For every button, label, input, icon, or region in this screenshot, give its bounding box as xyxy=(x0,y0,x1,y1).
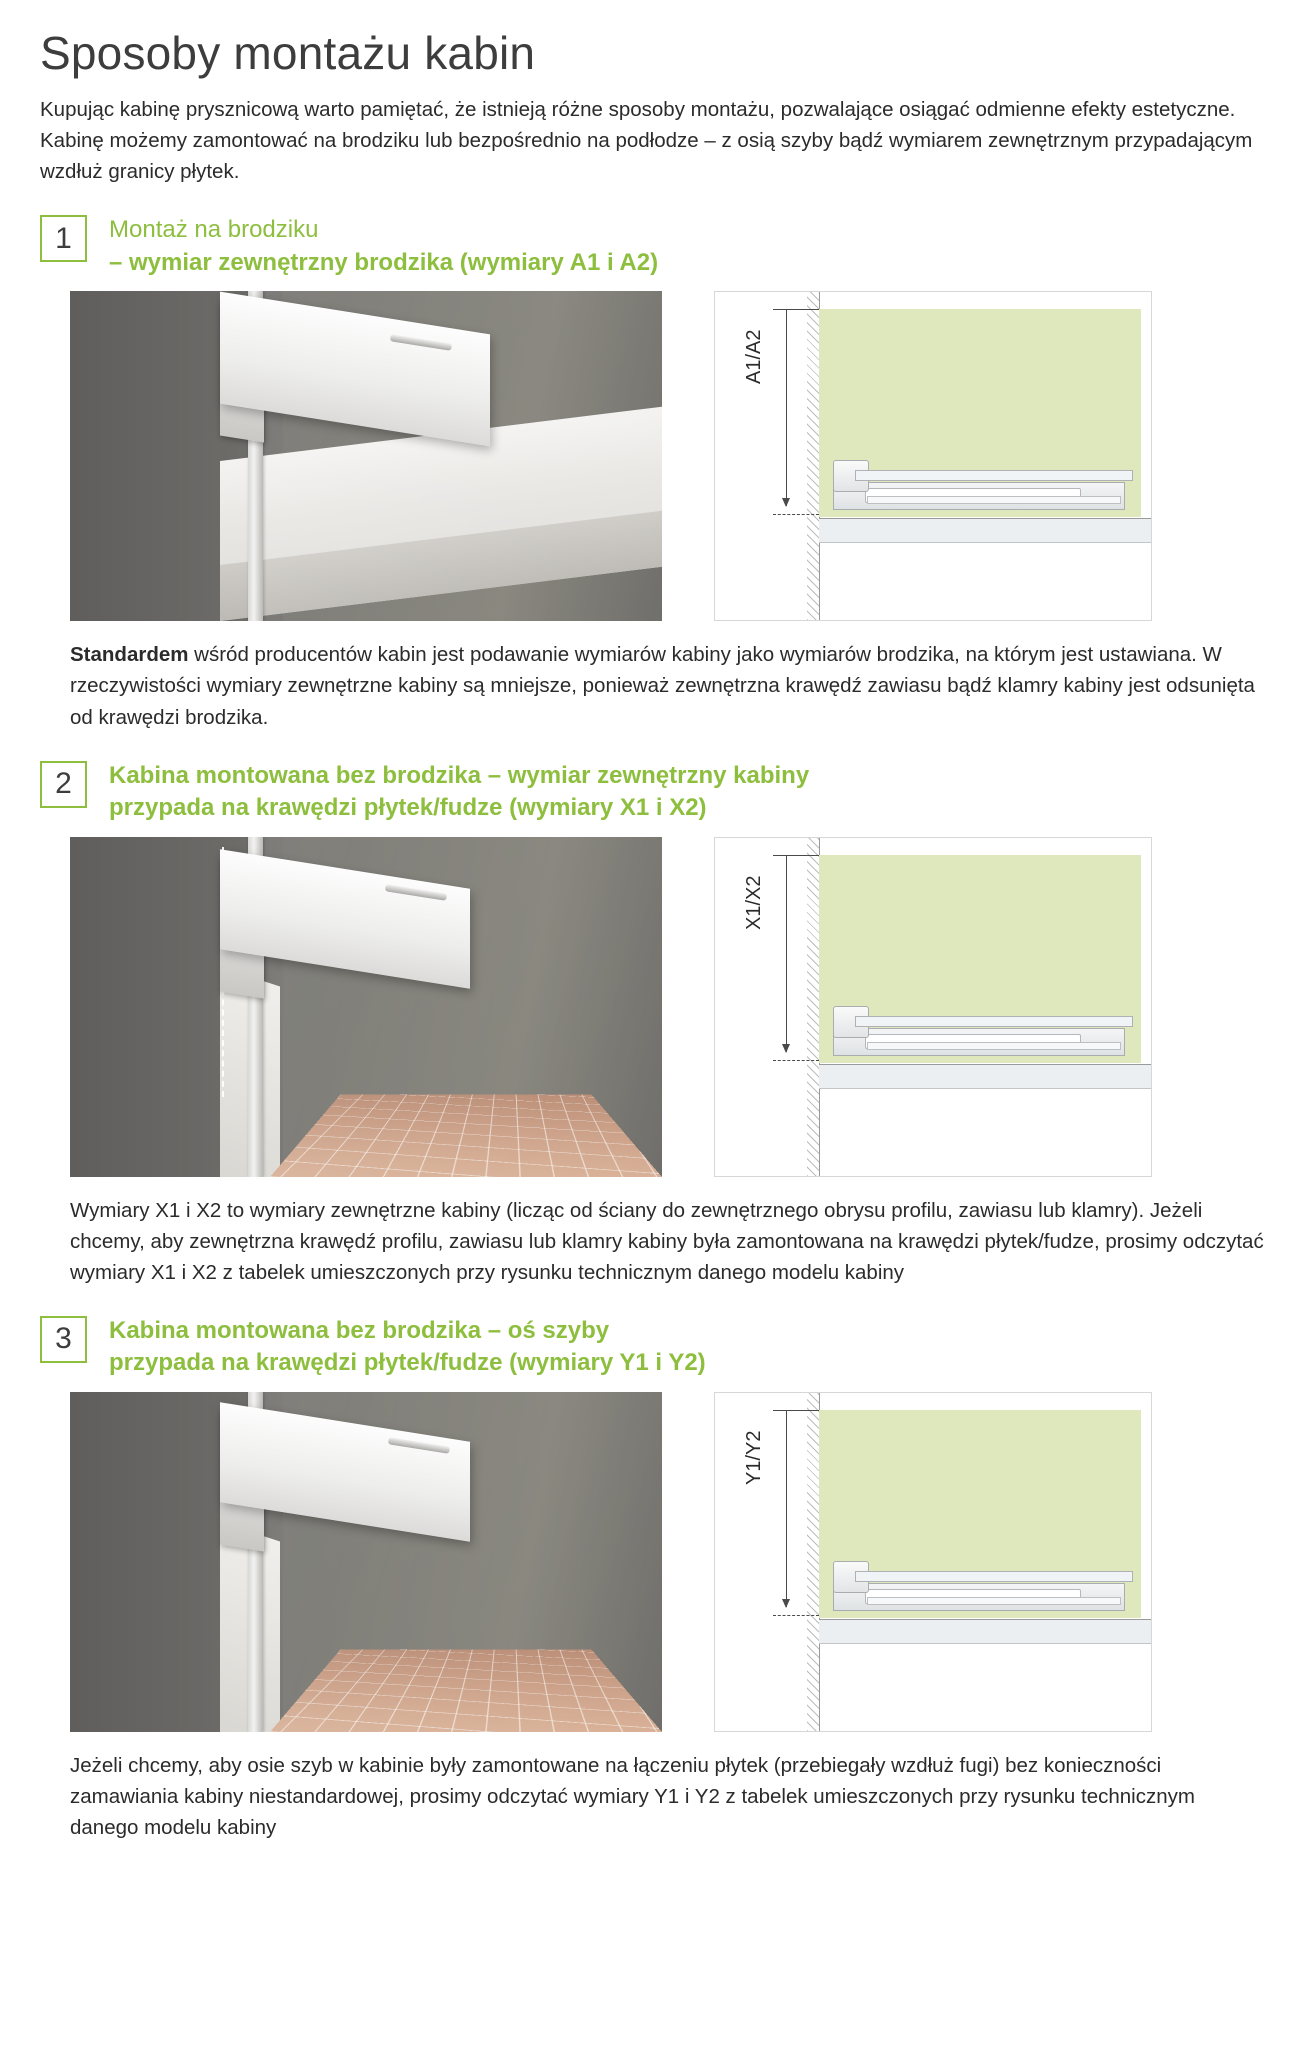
tech-dimension-tick-bottom xyxy=(773,514,819,515)
tech-floor-band xyxy=(819,1619,1151,1644)
section-1-photo xyxy=(70,291,662,621)
tech-floor-line xyxy=(819,518,1151,519)
tech-dimension-arrow xyxy=(786,310,787,506)
section-2-figures xyxy=(70,837,1266,1177)
tech-glass-pane-lower xyxy=(867,1042,1121,1050)
section-3-figures xyxy=(70,1392,1266,1732)
section-3-heading-line2: przypada na krawędzi płytek/fudze (wymiary Y1 i Y2) xyxy=(109,1349,706,1377)
page-title: Sposoby montażu kabin xyxy=(40,27,536,79)
tech-glass-pane xyxy=(855,470,1133,481)
section-1-number: 1 xyxy=(40,215,87,262)
section-1-heading-line1: Montaż na brodziku xyxy=(109,216,319,244)
section-1-dimension-label: A1/A2 xyxy=(743,329,765,385)
section-2-header xyxy=(40,759,1266,825)
tech-glass-pane-lower xyxy=(867,1597,1121,1605)
section-1-header xyxy=(40,213,1266,279)
section-3-photo xyxy=(70,1392,662,1732)
section-1-body-rest: wśród producentów kabin jest podawanie wymiarów kabiny jako wymiarów brodzika, na którym jest ustawiana. W rzeczywistości wymiary zewnętrzne kabiny są mniejsze, ponieważ zewnętrzna krawędź zawiasu bądź klamry kabiny jest odsunięta od krawędzi brodzika. xyxy=(70,643,1255,729)
tech-floor-band xyxy=(819,1064,1151,1089)
section-2-body: Wymiary X1 i X2 to wymiary zewnętrzne kabiny (licząc od ściany do zewnętrznego obrysu profilu, zawiasu lub klamry). Jeżeli chcemy, aby zewnętrzna krawędź profilu, zawiasu lub klamry kabiny była zamontowana na krawędzi płytek/fudze, prosimy odczytać wymiary X1 i X2 z tabelek umieszczonych przy rysunku technicznym danego modelu kabiny xyxy=(70,1198,1264,1284)
section-3-header xyxy=(40,1314,1266,1380)
tech-glass-pane xyxy=(855,1016,1133,1027)
section-3-heading xyxy=(109,1314,706,1380)
section-3-number: 3 xyxy=(40,1316,87,1363)
tech-glass-pane xyxy=(855,1571,1133,1582)
section-1-body xyxy=(70,639,1266,732)
tech-dimension-tick-top xyxy=(773,1410,819,1411)
section-1-body-lead: Standardem xyxy=(70,643,189,667)
tech-dimension-arrow xyxy=(786,856,787,1052)
section-1-technical-drawing xyxy=(714,291,1152,621)
section-1-heading-line2: – wymiar zewnętrzny brodzika (wymiary A1 i A2) xyxy=(109,248,659,276)
section-1-heading xyxy=(109,213,658,279)
section-2-heading-line2: przypada na krawędzi płytek/fudze (wymiary X1 i X2) xyxy=(109,794,707,822)
section-3-dimension-label: Y1/Y2 xyxy=(743,1430,765,1485)
section-2-technical-drawing xyxy=(714,837,1152,1177)
tech-dimension-tick-top xyxy=(773,855,819,856)
tech-dimension-tick-bottom xyxy=(773,1615,819,1616)
tech-dimension-arrow xyxy=(786,1411,787,1607)
section-1-figures xyxy=(70,291,1266,621)
tech-dimension-tick-top xyxy=(773,309,819,310)
section-3-heading-line1: Kabina montowana bez brodzika – oś szyby xyxy=(109,1316,610,1344)
tech-floor-line xyxy=(819,1619,1151,1620)
intro-paragraph: Kupując kabinę prysznicową warto pamiętać, że istnieją różne sposoby montażu, pozwalające osiągać odmienne efekty estetyczne. Kabinę możemy zamontować na brodziku lub bezpośrednio na podłodze – z osią szyby bądź wymiarem zewnętrznym przypadającym wzdłuż granicy płytek. xyxy=(40,98,1253,184)
section-2-photo xyxy=(70,837,662,1177)
section-2-number: 2 xyxy=(40,761,87,808)
tech-glass-pane-lower xyxy=(867,496,1121,504)
section-3-technical-drawing xyxy=(714,1392,1152,1732)
section-2-heading xyxy=(109,759,809,825)
section-3-body: Jeżeli chcemy, aby osie szyb w kabinie były zamontowane na łączeniu płytek (przebiegały wzdłuż fugi) bez konieczności zamawiania kabiny niestandardowej, prosimy odczytać wymiary Y1 i Y2 z tabelek umieszczonych przy rysunku technicznym danego modelu kabiny xyxy=(70,1753,1195,1840)
section-2-heading-line1: Kabina montowana bez brodzika – wymiar zewnętrzny kabiny xyxy=(109,761,810,789)
tech-floor-band xyxy=(819,518,1151,543)
tech-floor-line xyxy=(819,1064,1151,1065)
tech-dimension-tick-bottom xyxy=(773,1060,819,1061)
section-2-dimension-label: X1/X2 xyxy=(743,875,765,930)
